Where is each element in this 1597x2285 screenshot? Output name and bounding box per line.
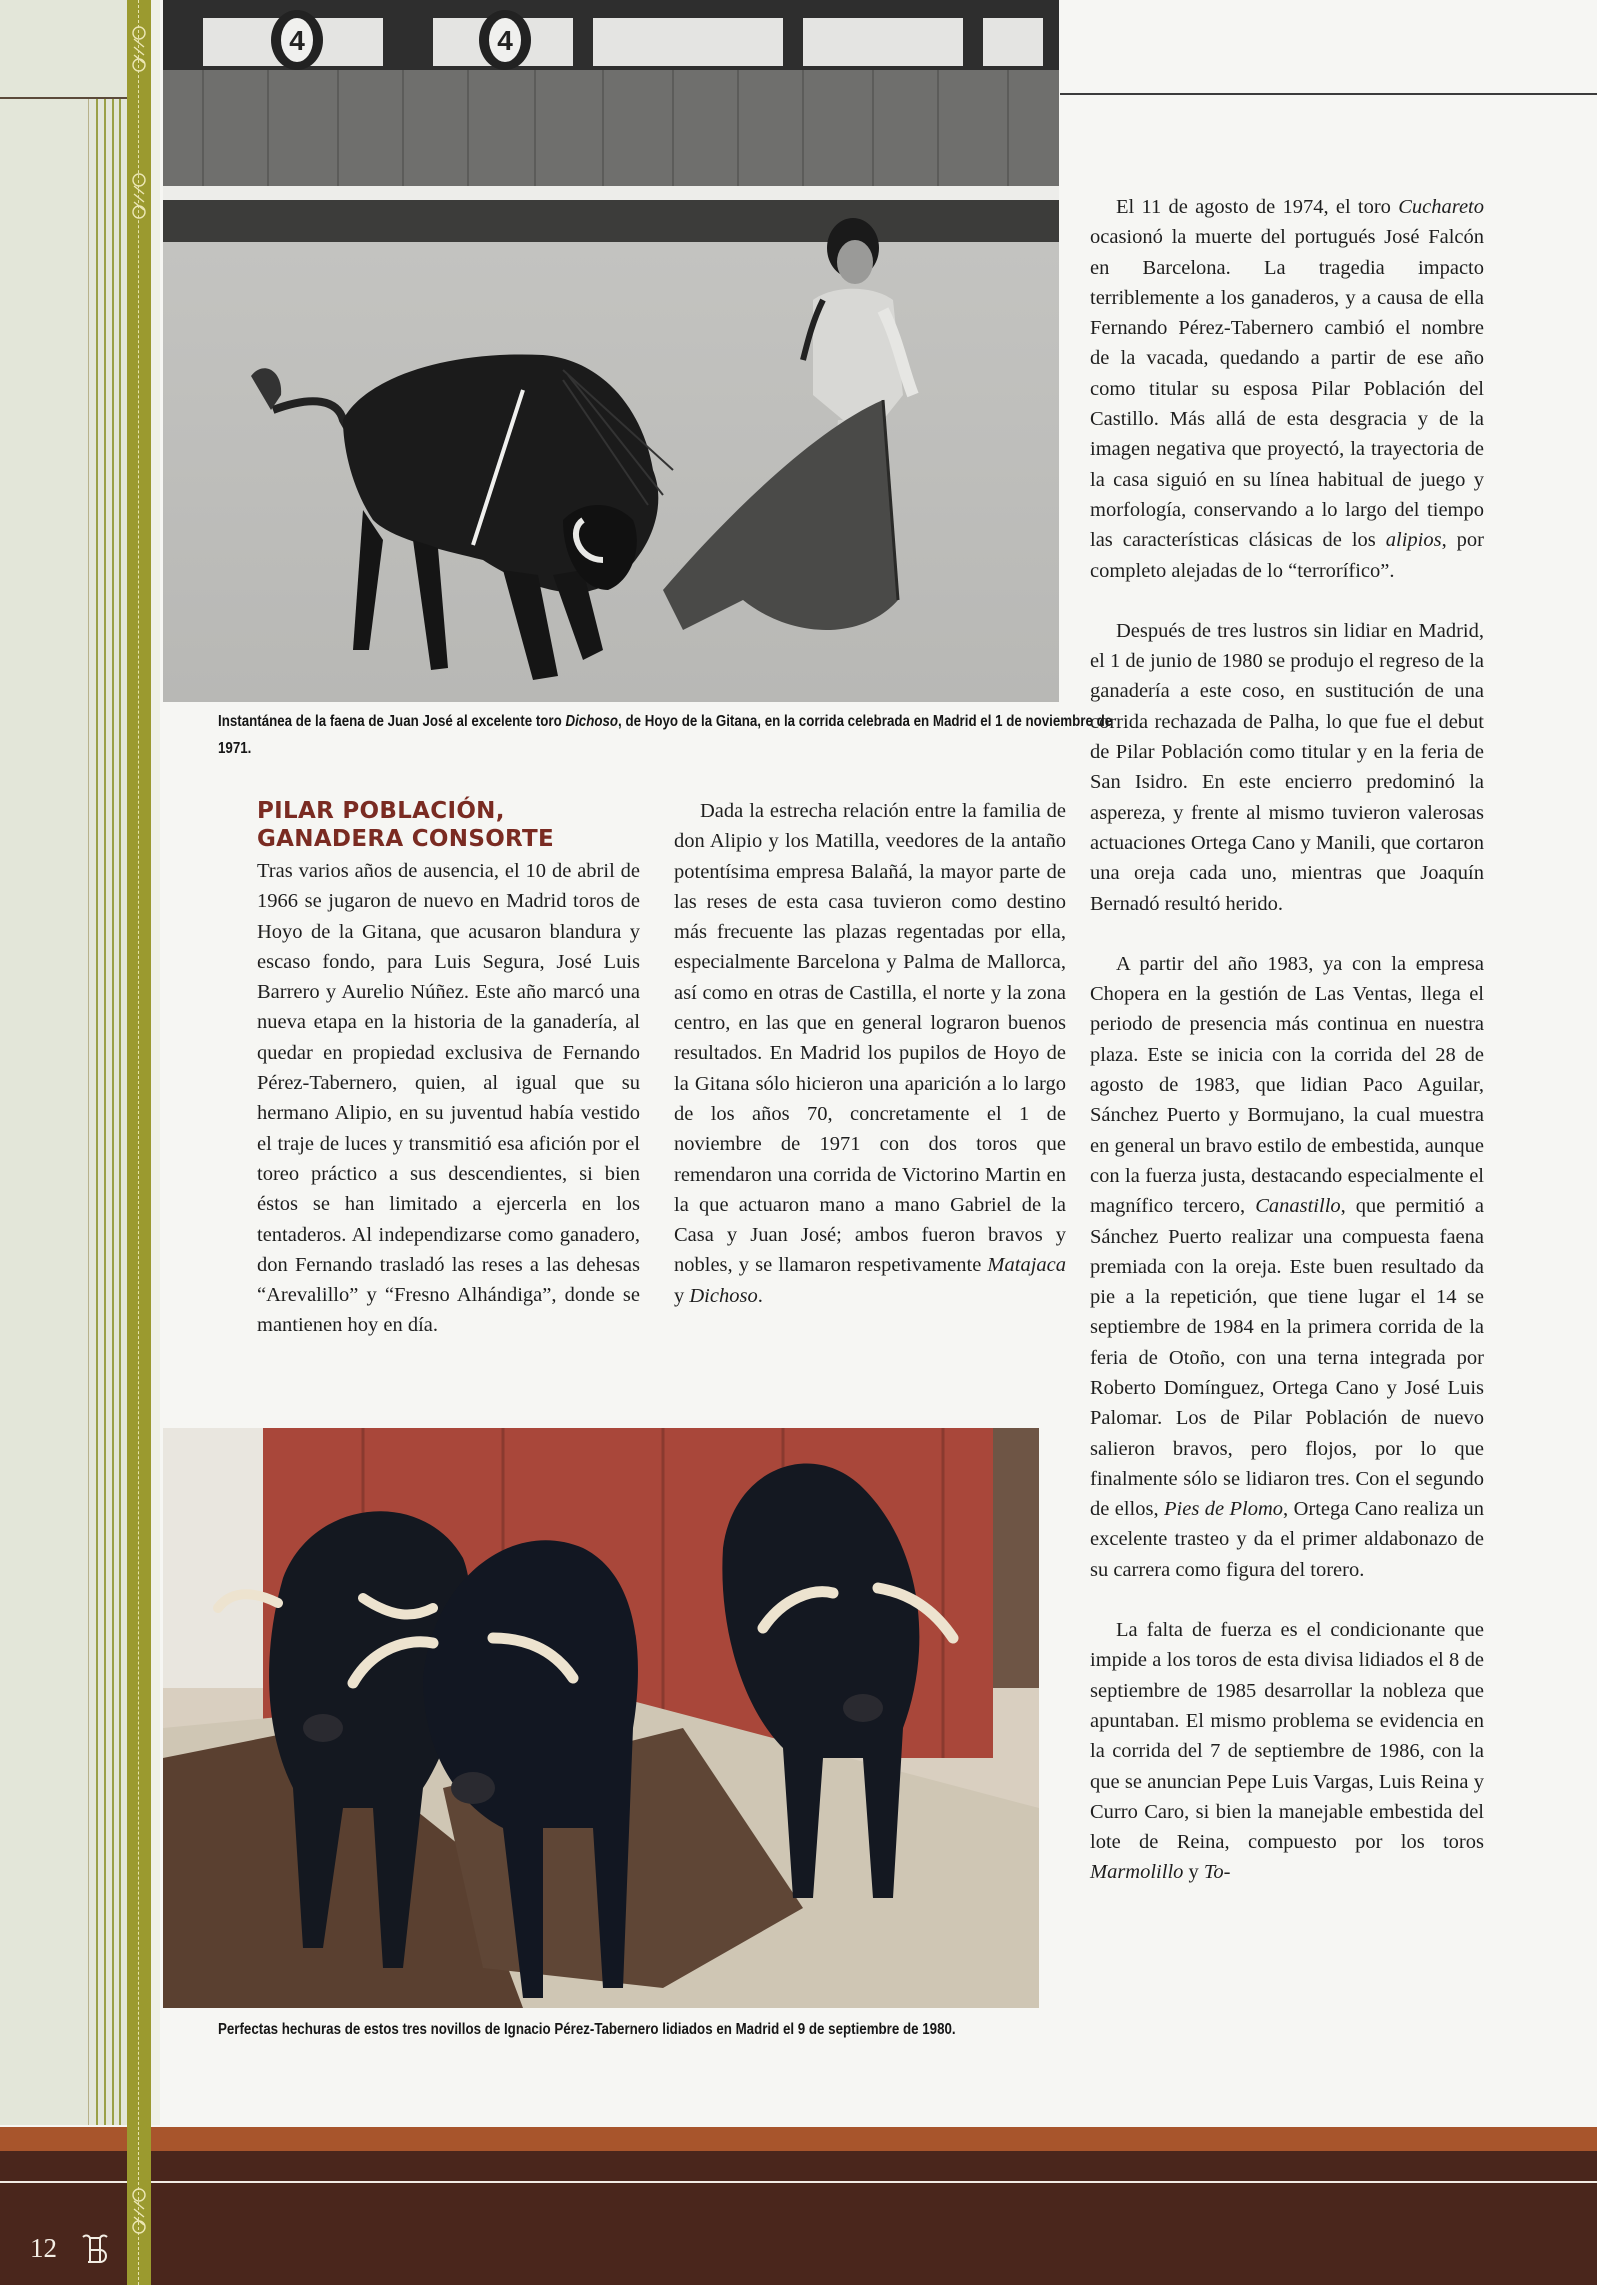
svg-text:4: 4: [497, 25, 513, 56]
paragraph: La falta de fuerza es el condicionante que impide a los toros de esta divisa lidiados el 8 de septiembre de 1985 desarrollar la nobleza que apuntaban. El mismo problema se evidencia en la corrida del 7 de septiembre de 1986, con la que se anuncian Pepe Luis Vargas, Luis Reina y Curro Caro, si bien la manejable embestida del lote de Reina, compuesto por los toros Marmolillo y To-: [1090, 1619, 1484, 1884]
scoreboard-number: [271, 10, 323, 70]
rope-knot-icon: [131, 2187, 147, 2235]
paragraph: El 11 de agosto de 1974, el toro Cuchareto ocasionó la muerte del portugués José Falcón en Barcelona. La tragedia impacto terriblemente a los ganaderos, y a causa de ella Fernando Pérez-Tabernero cambió el nombre de la vacada, quedando a partir de ese año como titular su esposa Pilar Población del Castillo. Más allá de esta desgracia y de la imagen negativa que proyectó, la trayectoria de la casa siguió en su línea habitual de juego y morfología, conservando a lo largo del tiempo las características clásicas de los alipios, por completo alejadas de lo “terrorífico”.: [1090, 196, 1485, 582]
footer-rule: [0, 2181, 1597, 2183]
photo-caption-bottom: Perfectas hechuras de estos tres novillos de Ignacio Pérez-Tabernero lidiados en Madrid el 9 de septiembre de 1980.: [218, 2021, 956, 2038]
page-gutter: [151, 0, 160, 2125]
italic-term: alipios: [1385, 529, 1442, 552]
rope-knot-icon: [131, 172, 147, 220]
magazine-logo-icon: [80, 2232, 110, 2273]
footer-band-orange: [0, 2127, 1597, 2151]
bull-name: Canastillo: [1255, 1195, 1341, 1218]
bull-name: Pies de Plomo: [1164, 1498, 1284, 1521]
photo-three-novillos: [163, 1428, 1039, 2008]
tb-monogram-icon: [80, 2232, 110, 2266]
svg-text:4: 4: [289, 25, 305, 56]
paragraph: Dada la estrecha relación entre la familia de don Alipio y los Matilla, veedores de la antaño potentísima empresa Balañá, la mayor parte de las reses de esta casa tuvieron como destino más frecuente las plazas regentadas por ella, especialmente Barcelona y Palma de Mallorca, así como en otras de Castilla, el norte y la zona centro, en las que en general lograron buenos resultados. En Madrid los pupilos de Hoyo de la Gitana sólo hicieron una aparición a lo largo de los años 70, concretamente el 1 de noviembre de 1971 con dos toros que remendaron una corrida de Victorino Martin en la que actuaron mano a mano Gabriel de la Casa y Juan José; ambos fueron bravos y nobles, y se llamaron respetivamente Matajaca y Dichoso.: [674, 800, 1066, 1307]
footer-band-brown: [0, 2151, 1597, 2285]
scoreboard-number: [479, 10, 531, 70]
bullfight-illustration: [163, 0, 1059, 702]
top-rule: [1060, 93, 1597, 95]
novillos-illustration: [163, 1428, 1039, 2008]
photo-caption-top: Instantánea de la faena de Juan José al excelente toro Dichoso, de Hoyo de la Gitana, en la corrida celebrada en Madrid el 1 de noviembre de 1971.: [218, 713, 1113, 757]
paragraph: A partir del año 1983, ya con la empresa Chopera en la gestión de Las Ventas, llega el periodo de presencia más continua en nuestra plaza. Este se inicia con la corrida del 28 de agosto de 1983, que lidian Paco Aguilar, Sánchez Puerto y Bormujano, la cual muestra en general un bravo estilo de embestida, aunque con la fuerza justa, destacando especialmente el magnífico tercero, Canastillo, que permitió a Sánchez Puerto realizar una compuesta faena premiada con la oreja. Este buen resultado da pie a la repetición, que tiene lugar el 14 se septiembre de 1984 en la primera corrida de la feria de Otoño, con una terna integrada por Roberto Domínguez, Ortega Cano y José Luis Palomar. Los de Pilar Población de nuevo salieron bravos, pero flojos, por lo que finalmente sólo se lidiaron tres. Con el segundo de ellos, Pies de Plomo, Ortega Cano realiza un excelente trasteo y da el primer aldabonazo de su carrera como figura del torero.: [1090, 952, 1485, 1581]
bull-name: Marmolillo: [1090, 1861, 1184, 1884]
bull-name: Cuchareto: [1398, 196, 1484, 218]
margin-stripes: [88, 99, 126, 2125]
ornamental-band: [127, 0, 151, 2285]
stitch-line: [138, 0, 140, 2285]
bull-name: To-: [1203, 1861, 1231, 1884]
article-column-1: [257, 856, 640, 1341]
bull-name: Dichoso: [689, 1284, 758, 1307]
bull-name: Matajaca: [987, 1254, 1066, 1277]
rope-knot-icon: [131, 25, 147, 73]
article-column-2: [674, 796, 1066, 1311]
bull-name: Dichoso: [565, 713, 619, 730]
paragraph: Tras varios años de ausencia, el 10 de abril de 1966 se jugaron de nuevo en Madrid toros de Hoyo de la Gitana, que acusaron blandura y escaso fondo, para Luis Segura, José Luis Barrero y Aurelio Núñez. Este año marcó una nueva etapa en la historia de la ganadería, al quedar en propiedad exclusiva de Fernando Pérez-Tabernero, quien, al igual que su hermano Alipio, en su juventud había vestido el traje de luces y transmitió esa afición por el toreo práctico a sus descendientes, si bien éstos se han limitado a ejercerla en los tentaderos. Al independizarse como ganadero, don Fernando trasladó las reses a las dehesas “Arevalillo” y “Fresno Alhándiga”, donde se mantienen hoy en día.: [257, 860, 640, 1337]
page-number: 12: [30, 2233, 57, 2263]
article-column-3: [1090, 192, 1484, 1888]
paragraph: Después de tres lustros sin lidiar en Madrid, el 1 de junio de 1980 se produjo el regreso de la ganadería a este coso, en sustitución de una corrida rechazada de Palha, lo que fue el debut de Pilar Población como titular y en la feria de San Isidro. En este encierro predominó la aspereza, y frente al mismo tuvieron valerosas actuaciones Ortega Cano y Manili, que cortaron una oreja cada uno, mientras que Joaquín Bernadó resultó herido.: [1090, 619, 1484, 915]
ornamental-band-footer: [127, 2127, 151, 2285]
section-heading: PILAR POBLACIÓN, GANADERA CONSORTE: [257, 798, 555, 852]
photo-bullfight: [163, 0, 1059, 702]
